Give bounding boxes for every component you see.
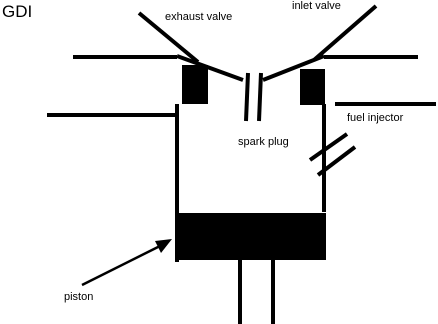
diagram-title: GDI [2,2,33,21]
exhaust-valve-label: exhaust valve [165,11,233,23]
inlet-valve-label: inlet valve [292,0,341,12]
inlet-valve-stem [314,6,376,60]
spark-plug-right [259,73,261,121]
spark-plug-label: spark plug [238,136,289,148]
exhaust-valve-head [182,65,208,104]
piston-arrow-line [82,244,164,285]
fuel-injector-label: fuel injector [347,112,404,124]
spark-plug-left [246,73,248,121]
piston [178,213,326,260]
piston-label: piston [64,291,94,303]
inlet-valve-head [300,69,325,105]
piston-arrow-head [155,239,172,253]
